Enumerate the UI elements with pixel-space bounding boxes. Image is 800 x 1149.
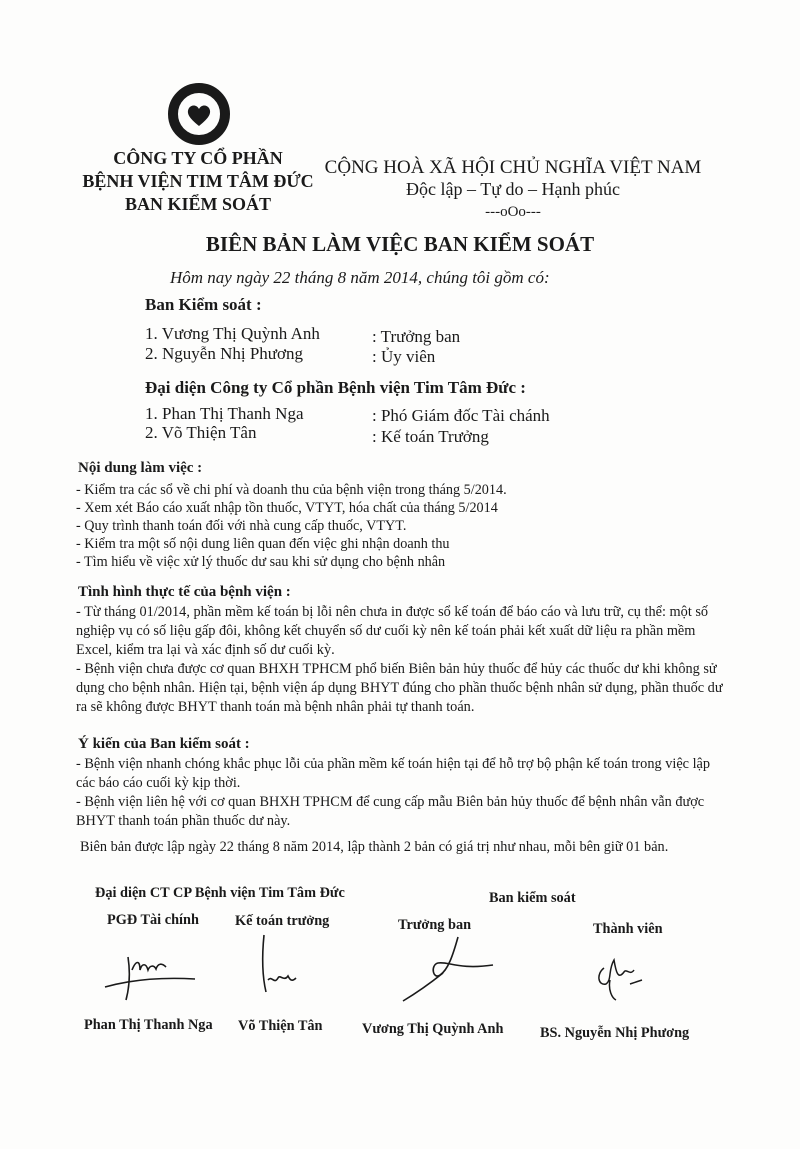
work-content-heading: Nội dung làm việc : [78, 460, 203, 476]
company-rep-name: 2. Võ Thiện Tân [145, 423, 257, 442]
signer-name: Phan Thị Thanh Nga [84, 1017, 213, 1033]
signer-name: Võ Thiện Tân [238, 1018, 323, 1034]
list-item: - Quy trình thanh toán đối với nhà cung cấp thuốc, VTYT. [76, 518, 407, 534]
signer-name: Vương Thị Quỳnh Anh [362, 1021, 504, 1037]
company-rep-heading: Đại diện Công ty Cổ phần Bệnh viện Tim Tâm Đức : [145, 378, 526, 397]
company-rep-name: 1. Phan Thị Thanh Nga [145, 404, 304, 423]
signature-phan-thi-thanh-nga [100, 945, 200, 1005]
signature-group-company: Đại diện CT CP Bệnh viện Tim Tâm Đức [95, 885, 345, 901]
board-member-name: 1. Vương Thị Quỳnh Anh [145, 324, 320, 343]
company-logo-heart-icon [167, 82, 231, 146]
list-item: - Kiểm tra các sổ về chi phí và doanh thu của bệnh viện trong tháng 5/2014. [76, 482, 507, 498]
signer-title: Kế toán trưởng [235, 913, 330, 929]
board-member-role: : Trưởng ban [372, 327, 461, 346]
board-heading: Ban Kiểm soát : [145, 295, 262, 314]
nation-title: CỘNG HOÀ XÃ HỘI CHỦ NGHĨA VIỆT NAM [324, 157, 702, 178]
document-title: BIÊN BẢN LÀM VIỆC BAN KIỂM SOÁT [205, 232, 595, 256]
company-rep-role: : Phó Giám đốc Tài chánh [372, 406, 550, 425]
nation-separator: ---oOo--- [485, 204, 541, 220]
signer-name: BS. Nguyễn Nhị Phương [540, 1025, 690, 1041]
signature-nguyen-nhi-phuong [590, 950, 650, 1010]
signature-group-board: Ban kiểm soát [489, 890, 576, 906]
company-line-1: CÔNG TY CỔ PHẦN [113, 148, 283, 168]
board-member-role: : Ủy viên [372, 347, 436, 366]
list-item: - Xem xét Báo cáo xuất nhập tồn thuốc, VTYT, hóa chất của tháng 5/2014 [76, 500, 498, 516]
nation-motto: Độc lập – Tự do – Hạnh phúc [406, 179, 620, 199]
signature-vuong-thi-quynh-anh [398, 935, 498, 1005]
opinion-paragraph: - Bệnh viện liên hệ với cơ quan BHXH TPHCM để cung cấp mẫu Biên bản hủy thuốc để bệnh nhân vẫn được BHYT thanh toán phần thuốc dư này. [76, 794, 705, 829]
situation-paragraph: - Từ tháng 01/2014, phần mềm kế toán bị lỗi nên chưa in được sổ kế toán để báo cáo và lưu trữ, cụ thể: một số nghiệp vụ có số liệu gấp đôi, không kết chuyển số dư cuối kỳ nên kế toán phải kết xuất dữ liệu ra phần mềm Excel, kiểm tra lại và xác định số dư cuối kỳ. [76, 604, 709, 658]
situation-paragraph: - Bệnh viện chưa được cơ quan BHXH TPHCM phổ biến Biên bản hủy thuốc để hủy các thuốc dư khi không sử dụng cho bệnh nhân. Hiện tại, bệnh viện áp dụng BHYT đúng cho phần thuốc bệnh nhân sử dụng, phần thuốc dư ra sẽ không được BHYT thanh toán mà bệnh nhân phải tự thanh toán. [76, 661, 723, 715]
situation-heading: Tình hình thực tế của bệnh viện : [78, 584, 291, 600]
board-member-name: 2. Nguyễn Nhị Phương [145, 344, 303, 363]
list-item: - Tìm hiểu về việc xử lý thuốc dư sau khi sử dụng cho bệnh nhân [76, 554, 446, 570]
closing-statement: Biên bản được lập ngày 22 tháng 8 năm 2014, lập thành 2 bản có giá trị như nhau, mỗi bên giữ 01 bản. [80, 839, 669, 855]
signer-title: Trưởng ban [398, 917, 472, 933]
signer-title: PGĐ Tài chính [107, 912, 199, 928]
intro-line: Hôm nay ngày 22 tháng 8 năm 2014, chúng tôi gồm có: [170, 268, 550, 287]
opinion-heading: Ý kiến của Ban kiểm soát : [78, 736, 250, 752]
work-content-list [76, 481, 507, 571]
signature-vo-thien-tan [256, 930, 306, 1000]
opinion-paragraph: - Bệnh viện nhanh chóng khắc phục lỗi của phần mềm kế toán hiện tại để hỗ trợ bộ phận kế toán trong việc lập các báo cáo cuối kỳ kịp thời. [76, 756, 711, 791]
company-rep-role: : Kế toán Trưởng [372, 427, 489, 446]
company-line-3: BAN KIỂM SOÁT [124, 194, 272, 214]
list-item: - Kiểm tra một số nội dung liên quan đến việc ghi nhận doanh thu [76, 536, 450, 552]
signer-title: Thành viên [593, 921, 663, 937]
company-line-2: BỆNH VIỆN TIM TÂM ĐỨC [82, 171, 314, 191]
